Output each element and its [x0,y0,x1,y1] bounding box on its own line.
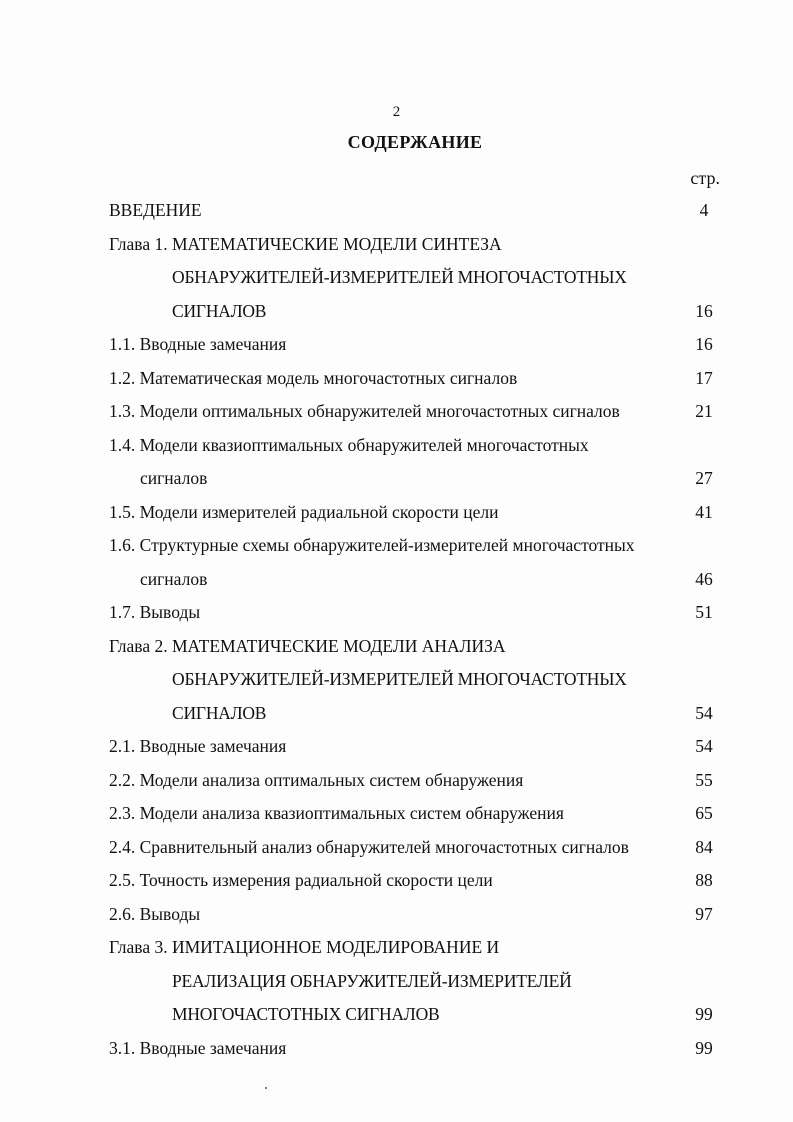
toc-entry-title-continuation: РЕАЛИЗАЦИЯ ОБНАРУЖИТЕЛЕЙ-ИЗМЕРИТЕЛЕЙ [172,970,572,991]
toc-entry-title-continuation: СИГНАЛОВ [172,300,267,321]
toc-entry-page: 4 [699,200,709,220]
toc-entry-title: Глава 2. МАТЕМАТИЧЕСКИЕ МОДЕЛИ АНАЛИЗА [109,635,506,656]
page-column-label: стр. [690,168,720,188]
toc-entry-title: 2.1. Вводные замечания [109,736,287,756]
toc-entry-title: 1.3. Модели оптимальных обнаружителей многочастотных сигналов [109,401,620,421]
page-title: СОДЕРЖАНИЕ [347,132,483,152]
toc-entry-title: 1.5. Модели измерителей радиальной скорости цели [109,501,499,522]
toc-entry-page: 16 [695,334,713,354]
toc-entry-page: 16 [695,300,713,321]
toc-entry-page: 55 [695,769,713,790]
toc-entry-title: ВВЕДЕНИЕ [109,200,202,220]
toc-entry-title: 1.7. Выводы [109,602,201,622]
toc-entry-page: 41 [695,501,713,522]
toc-entry-page: 65 [695,803,713,823]
toc-entry-page: 84 [695,836,713,857]
toc-entry-page: 46 [695,568,713,589]
toc-entry-page: 88 [695,870,713,890]
toc-entry-page: 54 [695,736,713,756]
scan-speck [265,1087,267,1089]
toc-entry-title: 1.4. Модели квазиоптимальных обнаружителей многочастотных [109,434,589,455]
toc-entry-title-continuation: сигналов [140,568,208,589]
toc-entry-title-continuation: сигналов [140,468,208,488]
toc-entry-title-continuation: ОБНАРУЖИТЕЛЕЙ-ИЗМЕРИТЕЛЕЙ МНОГОЧАСТОТНЫХ [172,267,627,287]
toc-entry-page: 99 [695,1004,713,1024]
toc-entry-title: 1.2. Математическая модель многочастотных сигналов [109,367,518,388]
toc-entry-title: 2.4. Сравнительный анализ обнаружителей многочастотных сигналов [109,836,629,857]
toc-entry-title: Глава 3. ИМИТАЦИОННОЕ МОДЕЛИРОВАНИЕ И [109,937,500,957]
toc-entry-title: 2.6. Выводы [109,903,201,924]
toc-entry-title: 1.1. Вводные замечания [109,334,287,354]
toc-entry-title-continuation: СИГНАЛОВ [172,702,267,723]
toc-entry-title: Глава 1. МАТЕМАТИЧЕСКИЕ МОДЕЛИ СИНТЕЗА [109,233,502,254]
toc-entry-page: 51 [695,602,713,622]
toc-entry-title: 1.6. Структурные схемы обнаружителей-измерителей многочастотных [109,535,635,555]
toc-entry-page: 97 [695,903,713,924]
toc-entry-page: 99 [695,1037,713,1058]
page-number: 2 [392,104,401,120]
toc-entry-page: 27 [695,468,713,488]
toc-entry-page: 54 [695,702,713,723]
toc-entry-title: 3.1. Вводные замечания [109,1037,287,1058]
toc-entry-page: 21 [695,401,713,421]
toc-entry-title: 2.5. Точность измерения радиальной скорости цели [109,870,493,890]
toc-entry-page: 17 [695,367,713,388]
toc-entry-title: 2.2. Модели анализа оптимальных систем обнаружения [109,769,524,790]
toc-entry-title-continuation: МНОГОЧАСТОТНЫХ СИГНАЛОВ [172,1004,440,1024]
toc-entry-title: 2.3. Модели анализа квазиоптимальных систем обнаружения [109,803,564,823]
toc-entry-title-continuation: ОБНАРУЖИТЕЛЕЙ-ИЗМЕРИТЕЛЕЙ МНОГОЧАСТОТНЫХ [172,669,627,689]
